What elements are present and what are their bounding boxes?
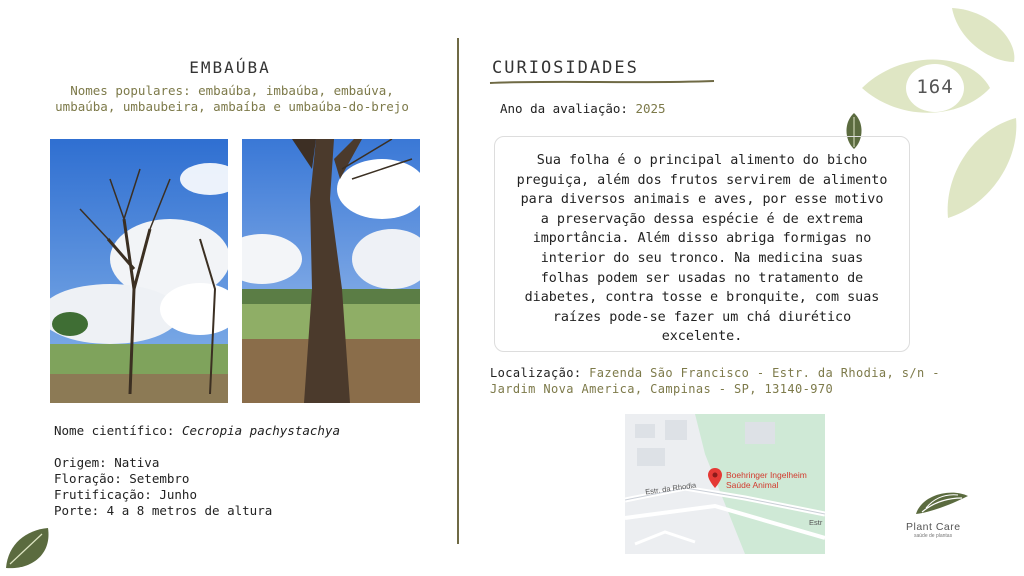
tree-photo-1 [50,139,228,403]
leaf-icon [2,524,52,572]
year-value: 2025 [635,101,666,116]
location-map[interactable] [625,414,825,554]
brand-name: Plant Care [906,521,961,533]
tree-photo-2 [242,139,420,403]
plant-care-logo [912,486,972,518]
map-place-line-2: Saúde Animal [726,480,779,490]
map-place-line-1: Boehringer Ingelheim [726,470,807,480]
location-address: Fazenda São Francisco - Estr. da Rhodia, s/n - Jardim Nova America, Campinas - SP, 13140-970 [490,366,940,396]
flowering: Floração: Setembro [54,471,190,486]
heading-underline [488,78,718,86]
curiosities-text: Sua folha é o principal alimento do bicho preguiça, além dos frutos servirem de alimento para diversos animais e aves, por esse motivo a preservação dessa espécie é de extrema importância. Além disso abriga formigas no interior do seu tronco. Na medicina suas folhas podem ser usadas no tratamento de diabetes, contra tosse e bronquite, com suas raízes pode-se fazer um chá diurético excelente. [494,136,910,352]
vertical-divider [456,38,460,544]
map-pin-icon[interactable] [708,468,722,488]
species-common-name: EMBAÚBA [189,58,271,77]
location [490,366,990,397]
scientific-label: Nome científico: [54,423,175,438]
map-road-label-2: Estr [809,518,823,527]
scientific-name-line [54,423,434,440]
curiosities-heading: CURIOSIDADES [492,58,639,78]
map-road-label: Estr. da Rhodia [644,480,697,497]
fruiting: Frutificação: Junho [54,487,197,502]
location-label: Localização: [490,366,582,380]
map-place-name [726,470,807,490]
scientific-name: Cecropia pachystachya [181,423,340,438]
popular-names: Nomes populares: embaúba, imbaúba, embaúva, umbaúba, umbaubeira, ambaíba e umbaúba-do-brejo [55,83,409,114]
assessment-year [500,101,666,118]
size: Porte: 4 a 8 metros de altura [54,503,273,518]
year-label: Ano da avaliação: [500,101,628,116]
origin: Origem: Nativa [54,455,160,470]
brand-tagline: saúde de plantas [914,533,953,539]
page-number: 164 [916,76,954,98]
